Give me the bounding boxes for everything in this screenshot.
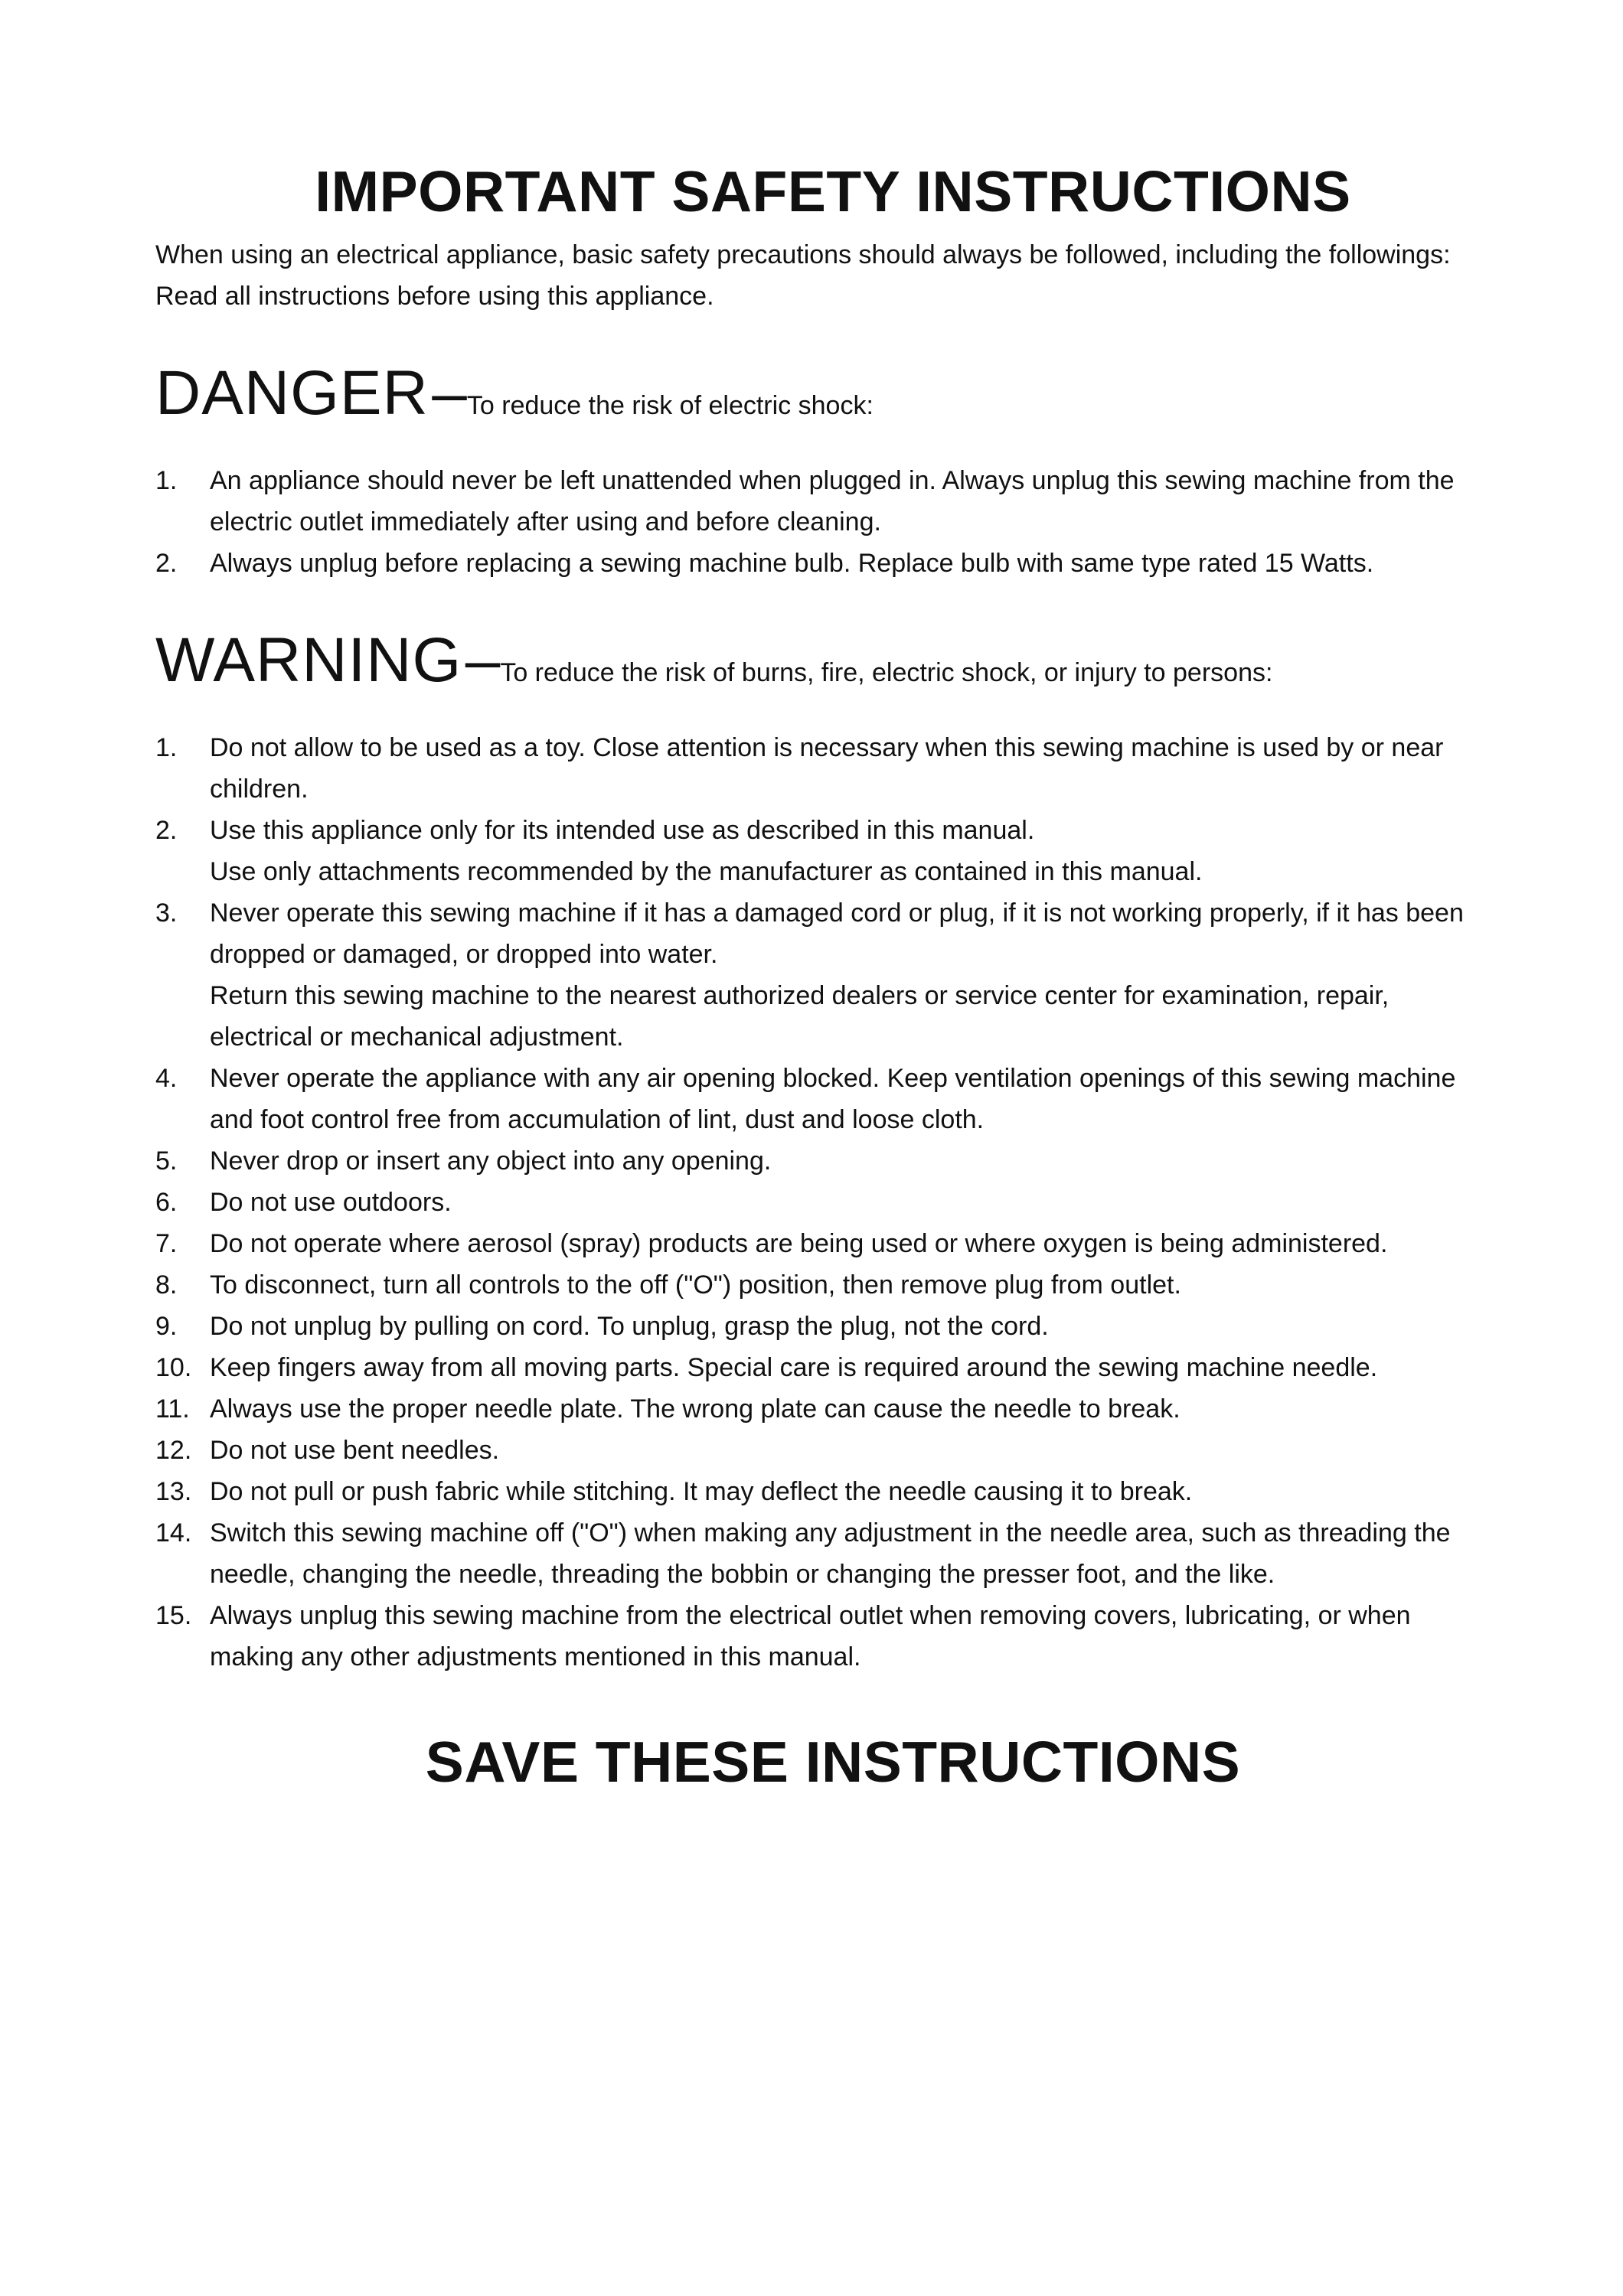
list-item-text: An appliance should never be left unattended when plugged in. Always unplug this sewing machine from the xyxy=(210,466,1455,495)
danger-heading-dash: – xyxy=(432,358,467,428)
list-item-text: Switch this sewing machine off ("O") when making any adjustment in the needle area, such as threading the xyxy=(210,1518,1451,1548)
warning-list xyxy=(155,727,1510,1678)
list-item-number: 14. xyxy=(155,1518,192,1548)
list-item xyxy=(155,1264,1510,1306)
list-item-text: electrical or mechanical adjustment. xyxy=(210,1022,624,1052)
list-item xyxy=(155,1471,1510,1512)
danger-section xyxy=(155,355,1510,584)
intro-paragraph xyxy=(155,234,1510,317)
list-item-text: Never operate this sewing machine if it has a damaged cord or plug, if it is not working properly, if it has been xyxy=(210,899,1464,928)
list-item-number: 10. xyxy=(155,1353,192,1382)
list-item-text: Do not allow to be used as a toy. Close attention is necessary when this sewing machine is used by or near xyxy=(210,733,1444,762)
warning-heading xyxy=(155,622,1510,716)
list-item xyxy=(155,810,1510,892)
list-item-text: Always unplug this sewing machine from the electrical outlet when removing covers, lubricating, or when xyxy=(210,1601,1411,1630)
list-item-text: needle, changing the needle, threading the bobbin or changing the presser foot, and the like. xyxy=(210,1560,1275,1589)
list-item-number: 1. xyxy=(155,466,178,495)
list-item-text: dropped or damaged, or dropped into water. xyxy=(210,940,718,969)
list-item-number: 12. xyxy=(155,1436,192,1465)
list-item-number: 2. xyxy=(155,816,178,845)
list-item-text: Never operate the appliance with any air opening blocked. Keep ventilation openings of this sewing machine xyxy=(210,1064,1456,1093)
list-item-text: Always unplug before replacing a sewing machine bulb. Replace bulb with same type rated 15 Watts. xyxy=(210,549,1374,578)
list-item-number: 7. xyxy=(155,1229,178,1258)
list-item-text: Use this appliance only for its intended use as described in this manual. xyxy=(210,816,1035,845)
list-item xyxy=(155,727,1510,810)
list-item xyxy=(155,1347,1510,1388)
list-item-number: 9. xyxy=(155,1312,178,1341)
list-item-text: children. xyxy=(210,775,309,804)
list-item-number: 6. xyxy=(155,1188,178,1217)
list-item-text: Do not use bent needles. xyxy=(210,1436,500,1465)
danger-heading xyxy=(155,355,1510,449)
list-item-number: 11. xyxy=(155,1394,190,1424)
list-item-text: electric outlet immediately after using and before cleaning. xyxy=(210,507,881,536)
list-item-text: and foot control free from accumulation of lint, dust and loose cloth. xyxy=(210,1105,985,1134)
danger-list xyxy=(155,460,1510,584)
list-item-text: Do not operate where aerosol (spray) products are being used or where oxygen is being administered. xyxy=(210,1229,1388,1258)
list-item-number: 15. xyxy=(155,1601,192,1630)
warning-subtitle: To reduce the risk of burns, fire, electric shock, or injury to persons: xyxy=(500,658,1273,687)
document-content xyxy=(155,153,1510,1848)
list-item-text: Always use the proper needle plate. The wrong plate can cause the needle to break. xyxy=(210,1394,1181,1424)
warning-heading-dash: – xyxy=(465,625,501,695)
list-item-number: 13. xyxy=(155,1477,192,1506)
list-item-text: Do not use outdoors. xyxy=(210,1188,452,1217)
list-item-text: To disconnect, turn all controls to the off ("O") position, then remove plug from outlet. xyxy=(210,1270,1181,1300)
list-item xyxy=(155,1306,1510,1347)
intro-line: Read all instructions before using this appliance. xyxy=(155,282,714,311)
save-instructions-title: SAVE THESE INSTRUCTIONS xyxy=(425,1730,1241,1794)
list-item-number: 3. xyxy=(155,899,178,928)
list-item xyxy=(155,460,1510,543)
list-item-text: Never drop or insert any object into any opening. xyxy=(210,1146,772,1176)
list-item-number: 2. xyxy=(155,549,178,578)
warning-heading-label: WARNING xyxy=(155,625,462,695)
intro-line: When using an electrical appliance, basic safety precautions should always be followed, including the followings: xyxy=(155,240,1451,269)
page-title: IMPORTANT SAFETY INSTRUCTIONS xyxy=(315,159,1351,223)
list-item xyxy=(155,1388,1510,1430)
list-item-text: Return this sewing machine to the nearest authorized dealers or service center for examination, repair, xyxy=(210,981,1390,1010)
list-item-text: making any other adjustments mentioned in this manual. xyxy=(210,1642,861,1671)
list-item-number: 8. xyxy=(155,1270,178,1300)
list-item-text: Do not pull or push fabric while stitching. It may deflect the needle causing it to break. xyxy=(210,1477,1193,1506)
list-item xyxy=(155,1140,1510,1182)
danger-heading-label: DANGER xyxy=(155,358,429,428)
list-item xyxy=(155,892,1510,1058)
danger-subtitle: To reduce the risk of electric shock: xyxy=(466,391,874,420)
list-item xyxy=(155,1223,1510,1264)
list-item-number: 1. xyxy=(155,733,178,762)
list-item-text: Use only attachments recommended by the manufacturer as contained in this manual. xyxy=(210,857,1203,886)
list-item xyxy=(155,1182,1510,1223)
list-item-text: Keep fingers away from all moving parts. Special care is required around the sewing machine needle. xyxy=(210,1353,1378,1382)
list-item xyxy=(155,1595,1510,1678)
list-item xyxy=(155,543,1510,584)
list-item xyxy=(155,1058,1510,1140)
list-item xyxy=(155,1512,1510,1595)
list-item xyxy=(155,1430,1510,1471)
list-item-text: Do not unplug by pulling on cord. To unplug, grasp the plug, not the cord. xyxy=(210,1312,1049,1341)
list-item-number: 5. xyxy=(155,1146,178,1176)
warning-section xyxy=(155,622,1510,1678)
list-item-number: 4. xyxy=(155,1064,178,1093)
